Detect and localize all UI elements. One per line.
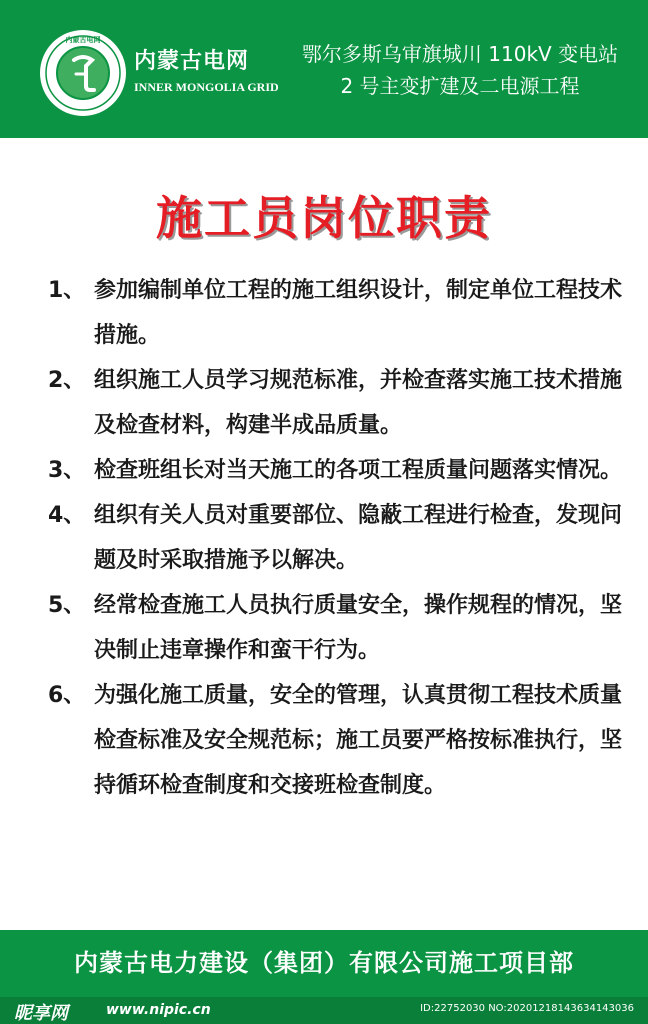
- footer-banner: [0, 930, 648, 997]
- footer-company-name: 内蒙古电力建设（集团）有限公司施工项目部: [74, 949, 574, 977]
- duty-text: 组织施工人员学习规范标准，并检查落实施工技术措施及检查材料，构建半成品质量。: [94, 368, 623, 438]
- duty-text: 检查班组长对当天施工的各项工程质量问题落实情况。: [94, 458, 623, 483]
- project-title: [280, 38, 640, 102]
- watermark-bar: [0, 997, 648, 1024]
- duty-text: 为强化施工质量，安全的管理，认真贯彻工程技术质量检查标准及安全规范标；施工员要严格按标准执行，坚持循环检查制度和交接班检查制度。: [94, 683, 623, 798]
- project-title-line-2: 2 号主变扩建及二电源工程: [340, 74, 580, 98]
- watermark-logo: 昵享网: [14, 1003, 68, 1024]
- duty-number: 3、: [48, 458, 86, 483]
- duty-item-3: [48, 448, 632, 493]
- duty-text: 组织有关人员对重要部位、隐蔽工程进行检查，发现问题及时采取措施予以解决。: [94, 503, 623, 573]
- duty-number: 4、: [48, 503, 86, 528]
- duty-number: 1、: [48, 278, 86, 303]
- duty-text: 经常检查施工人员执行质量安全，操作规程的情况，坚决制止违章操作和蛮干行为。: [94, 593, 623, 663]
- brand-name-en: INNER MONGOLIA GRID: [134, 80, 279, 94]
- duty-item-2: [48, 358, 632, 448]
- duty-number: 5、: [48, 593, 86, 618]
- duty-number: 6、: [48, 683, 86, 708]
- logo-emblem-icon: [40, 30, 126, 116]
- duty-item-1: [48, 268, 632, 358]
- svg-text:内蒙古电网: 内蒙古电网: [65, 36, 101, 44]
- header-banner: [0, 0, 648, 138]
- duty-item-4: [48, 493, 632, 583]
- project-title-line-1: 鄂尔多斯乌审旗城川 110kV 变电站: [301, 42, 619, 66]
- duty-text: 参加编制单位工程的施工组织设计，制定单位工程技术措施。: [94, 278, 623, 348]
- brand-name-cn: 内蒙古电网: [134, 49, 250, 74]
- duty-list: [48, 268, 632, 808]
- duty-item-6: [48, 673, 632, 808]
- duty-number: 2、: [48, 368, 86, 393]
- inner-mongolia-grid-logo: [40, 30, 126, 116]
- watermark-url[interactable]: www.nipic.cn: [106, 1002, 211, 1018]
- watermark-id: ID:22752030 NO:20201218143634143036: [420, 1003, 634, 1014]
- duty-item-5: [48, 583, 632, 673]
- page-title: 施工员岗位职责: [156, 191, 492, 245]
